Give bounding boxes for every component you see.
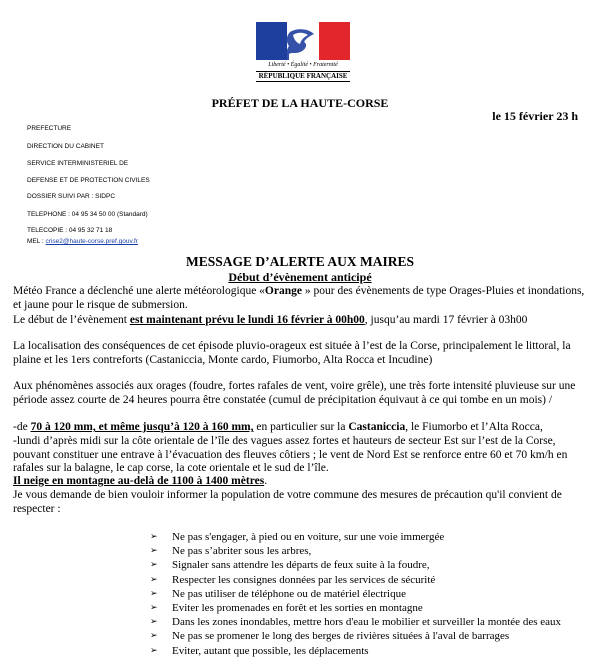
list-item bbox=[150, 601, 590, 615]
logo-motto: Liberté • Égalité • Fraternité bbox=[268, 62, 338, 68]
phenomena-paragraph: Aux phénomènes associés aux orages (foudre, fortes rafales de vent, voire grêle), une très forte intensité pluvieuse sur une période assez courte de 24 heures pourra être constatée (cumul de précipitation équivaut à ce qui tombe en un mois) / bbox=[13, 380, 576, 406]
arrow-bullet-icon: ➢ bbox=[150, 617, 158, 628]
start-paragraph bbox=[13, 314, 591, 328]
measure-text: Respecter les consignes données par les services de sécurité bbox=[172, 573, 436, 586]
sender-line-mail bbox=[27, 238, 138, 245]
marianne-flag-icon bbox=[256, 22, 350, 60]
list-item bbox=[150, 558, 590, 572]
start-text-2: , jusqu’au mardi 17 février à 03h00 bbox=[364, 314, 528, 326]
list-item bbox=[150, 615, 590, 629]
snow-emphasis: Il neige en montagne au-delà de 1100 à 1400 mètres bbox=[13, 475, 265, 487]
document-date: le 15 février 23 h bbox=[492, 109, 578, 123]
intro-paragraph bbox=[13, 285, 591, 312]
waves-paragraph: -lundi d’après midi sur la côte orientale de l’île des vagues assez fortes et hauteurs de secteur Est sur l’est de la Corse, pouvant constituer une entrave à l’évacuation des fleuves côtiers ; le vent de Nord Est se renforce entre 60 et 70 km/h en rafales sur la balagne, le cap corse, la cote orientale et le sud de l’île. bbox=[13, 435, 568, 475]
arrow-bullet-icon: ➢ bbox=[150, 560, 158, 571]
measure-text: Ne pas s'engager, à pied ou en voiture, sur une voie immergée bbox=[172, 531, 445, 543]
measure-text: Signaler sans attendre les départs de feux suite à la foudre, bbox=[172, 559, 430, 572]
list-item bbox=[150, 587, 590, 601]
measure-text: Ne pas s’abriter sous les arbres, bbox=[172, 545, 312, 558]
sender-line-prefecture: PREFECTURE bbox=[27, 125, 72, 132]
arrow-bullet-icon: ➢ bbox=[150, 574, 158, 585]
list-item bbox=[150, 644, 590, 658]
list-item bbox=[150, 530, 590, 544]
rain-middle: en particulier sur la bbox=[253, 421, 349, 433]
measure-text: Ne pas utiliser de téléphone ou de matériel électrique bbox=[172, 587, 406, 600]
arrow-bullet-icon: ➢ bbox=[150, 631, 158, 642]
rain-amount: 70 à 120 mm, et même jusqu’à 120 à 160 mm, bbox=[30, 421, 254, 433]
snow-suffix: . bbox=[264, 475, 268, 487]
start-text-1: Le début de l’évènement bbox=[13, 314, 130, 326]
sender-line-cabinet: DIRECTION DU CABINET bbox=[27, 143, 104, 150]
rain-prefix: -de bbox=[13, 421, 31, 433]
sender-line-telecopie: TELECOPIE : 04 95 32 71 18 bbox=[27, 227, 113, 234]
mail-label: MEL : bbox=[27, 238, 46, 245]
sender-line-dossier: DOSSIER SUIVI PAR : SIDPC bbox=[27, 193, 116, 200]
prefet-title: PRÉFET DE LA HAUTE-CORSE bbox=[211, 96, 389, 110]
rain-place: Castaniccia bbox=[348, 421, 406, 433]
location-paragraph: La localisation des conséquences de cet épisode pluvio-orageux est située à l’est de la Corse, principalement le littoral, la plaine et les 1ers contreforts (Castaniccia, Monte cardo, Fiumorbo, Alta Rocca et Incudine) bbox=[13, 340, 571, 366]
arrow-bullet-icon: ➢ bbox=[150, 602, 158, 613]
list-item bbox=[150, 544, 590, 558]
list-item bbox=[150, 573, 590, 587]
list-item bbox=[150, 629, 590, 643]
measure-text: Eviter les promenades en forêt et les sorties en montagne bbox=[172, 601, 423, 614]
snow-paragraph bbox=[13, 475, 591, 489]
rain-suffix: , le Fiumorbo et l’Alta Rocca, bbox=[405, 421, 543, 433]
arrow-bullet-icon: ➢ bbox=[150, 532, 158, 542]
alert-level: Orange bbox=[264, 285, 302, 297]
arrow-bullet-icon: ➢ bbox=[150, 546, 158, 557]
sender-line-defense: DEFENSE ET DE PROTECTION CIVILES bbox=[27, 177, 150, 184]
request-paragraph: Je vous demande de bien vouloir informer la population de votre commune des mesures de précaution qu'il convient de respecter : bbox=[13, 489, 562, 515]
message-subtitle: Début d’évènement anticipé bbox=[228, 270, 372, 284]
intro-text-2: » pour des évènements de type Orages-Pluies et inondations, et jaune pour le risque de submersion. bbox=[13, 285, 585, 311]
sender-line-telephone: TELEPHONE : 04 95 34 50 00 (Standard) bbox=[27, 211, 148, 218]
measure-text: Eviter, autant que possible, les déplacements bbox=[172, 644, 369, 657]
rain-paragraph bbox=[13, 421, 591, 435]
measure-text: Ne pas se promener le long des berges de rivières situées à l'aval de barrages bbox=[172, 630, 510, 643]
measure-text: Dans les zones inondables, mettre hors d'eau le mobilier et surveiller la montée des eaux bbox=[172, 616, 561, 629]
message-title: MESSAGE D’ALERTE AUX MAIRES bbox=[186, 254, 414, 269]
precaution-measures-list bbox=[150, 530, 590, 658]
logo-republique-name: RÉPUBLIQUE FRANÇAISE bbox=[256, 71, 350, 82]
republique-francaise-logo bbox=[256, 22, 350, 84]
arrow-bullet-icon: ➢ bbox=[150, 588, 158, 599]
arrow-bullet-icon: ➢ bbox=[150, 645, 158, 656]
sender-line-service: SERVICE INTERMINISTERIEL DE bbox=[27, 160, 129, 167]
intro-text-1: Météo France a déclenché une alerte météorologique « bbox=[13, 285, 265, 297]
start-emphasis: est maintenant prévu le lundi 16 février à 00h00 bbox=[129, 314, 365, 326]
mail-link[interactable]: crise2@haute-corse.pref.gouv.fr bbox=[45, 238, 139, 245]
